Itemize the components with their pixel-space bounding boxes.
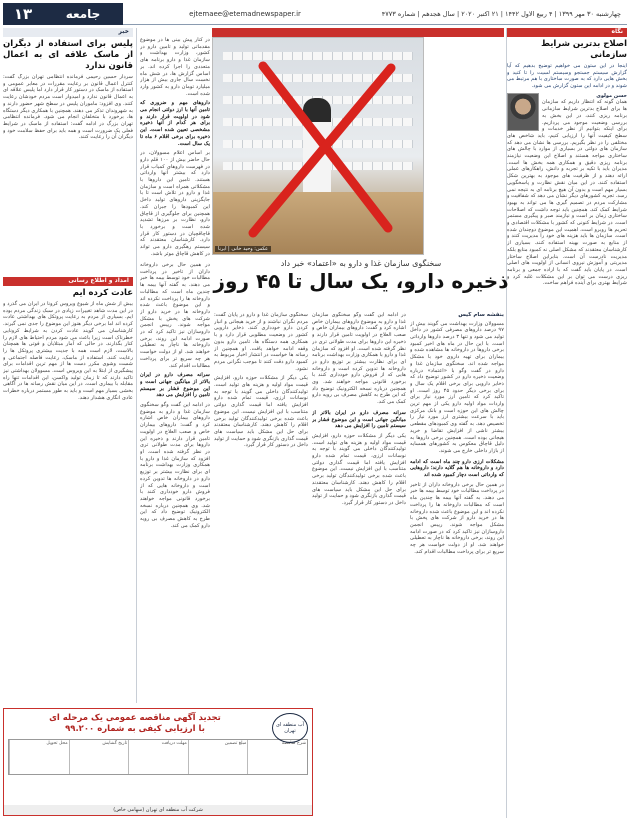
page-header	[3, 3, 627, 25]
story-column-1	[410, 312, 504, 817]
left-column-label: خبر	[3, 28, 133, 37]
right-column	[507, 28, 627, 818]
tender-advertisement[interactable]	[3, 708, 313, 816]
kicker: سخنگوی سازمان غذا و دارو به «اعتماد» خبر داد	[280, 259, 442, 268]
author-caption: حسن مولوی	[596, 92, 627, 99]
left-column-label-2: امداد و اطلاع رسانی	[3, 277, 133, 286]
ad-table-cell: مبلغ تضمین	[188, 740, 248, 774]
story-text-5: سخنگوی سازمان غذا و دارو در پایان گفت: مردم نگران نباشند و از خرید هیجانی و انبار کردن دارو خودداری کنند. ذخایر دارویی کشور در وضعیت مطلوبی قرار دارد و با همکاری همه دستگاه ها، تامین دارو بدون وقفه ادامه خواهد یافت. او همچنین از رسانه ها خواست در انتشار اخبار مربوط به کمبود دارو دقت کنند تا موجب نگرانی مردم نشود.	[214, 312, 308, 372]
left-column	[3, 28, 133, 704]
photo-side-text-2: بر اساس اعلام مسوولان، در حال حاضر بیش از ۱۰۰ قلم دارو در فهرست داروهای کمیاب قرار دارد که بیشتر آنها وارداتی هستند. تامین این داروها با مشکلاتی همراه است و سازمان غذا و دارو در تلاش است تا با جایگزینی داروهای تولید داخل این کمبودها را جبران کند. همچنین برای جلوگیری از قاچاق دارو، نظارت بر مرزها تشدید شده است و برخورد با قاچاقچیان در دستور کار قرار دارد. کارشناسان معتقدند که سیستم رهگیری دارو می تواند در کاهش قاچاق موثر باشد.	[140, 150, 210, 257]
story-text-3b: یکی دیگر از مشکلات حوزه دارو، افزایش قیمت مواد اولیه و هزینه های تولید است. تولیدکنندگان داخلی می گویند با توجه به نوسانات ارزی، قیمت تمام شده دارو افزایش یافته اما قیمت گذاری دولتی متناسب با این افزایش نیست. این موضوع باعث شده برخی تولیدکنندگان تولید برخی اقلام را کاهش دهند. کارشناسان معتقدند برای حل این مشکل باید سیاست های قیمت گذاری بازنگری شود و حمایت از تولید داخل در دستور کار قرار گیرد.	[214, 375, 308, 449]
left-column-body-2: بیش از شش ماه از شیوع ویروس کرونا در ایران می گذرد و در این مدت شاهد تغییرات زیادی در سبک زندگی مردم بوده ایم. بسیاری از مردم به رعایت پروتکل های بهداشتی عادت کرده اند اما برخی دیگر هنوز این موضوع را جدی نمی گیرند. کارشناسان می گویند عادت کردن به شرایط کرونایی خطرناک است زیرا باعث می شود مردم احتیاط های لازم را کنار بگذارند. در حالی که آمار مبتلایان و فوتی ها همچنان بالاست، لازم است همه با جدیت بیشتری پروتکل ها را رعایت کنند. استفاده از ماسک، رعایت فاصله اجتماعی و شست وشوی مکرر دست ها از مهم ترین اقدامات برای پیشگیری از ابتلا به این ویروس است. مسوولان بهداشتی نیز تاکید دارند که تا زمان تولید واکسن، این اقدامات تنها راه مقابله با بیماری است. در این میان نقش رسانه ها در آگاهی بخشی بسیار مهم است و باید به طور مستمر درباره خطرات عادی انگاری هشدار دهند.	[3, 301, 133, 401]
main-story-label	[212, 28, 504, 37]
photo-side-column	[140, 37, 210, 257]
ad-table-cell: مهلت دریافت	[128, 740, 188, 774]
column-divider	[136, 28, 137, 703]
main-photo	[212, 37, 424, 255]
left-column-body: سردار حسین رحیمی فرمانده انتظامی تهران بزرگ گفت: کنترل اعمال قانون بر رعایت مقررات در معابر عمومی و استفاده از ماسک در دستور کار قرار دارد اما پلیس علاقه ای به اعمال قانون ندارد و امیدوار است مردم خودشان رعایت کنند. وی افزود: ماموران پلیس در سطح شهر حضور دارند و به شهروندان تذکر می دهند. همچنین با همکاری دیگر دستگاه ها، برخورد با متخلفان انجام می شود. فرمانده انتظامی تهران بزرگ در ادامه گفت: استفاده از ماسک در شرایط فعلی یک ضرورت است و همه باید برای حفظ سلامت خود و دیگران آن را رعایت کنند.	[3, 74, 133, 141]
story-text-1: مسوولان وزارت بهداشت می گویند بیش از ۹۷ درصد داروهای مصرفی کشور در داخل تولید می شود و تنها ۳ درصد داروها وارداتی است. با این حال در ماه های اخیر کمبود برخی داروها در داروخانه ها مشاهده شده و بیماران برای تهیه داروی خود با مشکل مواجه شده اند. سخنگوی سازمان غذا و دارو در گفت وگو با «اعتماد» درباره وضعیت ذخیره دارو در کشور توضیح داد که ذخایر دارویی برای برخی اقلام یک سال و برای برخی دیگر حدود ۴۵ روز است. او تاکید کرد که تامین ارز مورد نیاز برای واردات مواد اولیه دارو یکی از مهم ترین چالش های این حوزه است و بانک مرکزی باید با سرعت بیشتری ارز مورد نیاز را تخصیص دهد. به گفته وی کمبودهای مقطعی بیشتر ناشی از افزایش تقاضا و خرید هیجانی بوده است. همچنین برخی داروها به دلیل قاچاق معکوس به کشورهای همسایه از بازار داخلی خارج می شوند.	[410, 320, 504, 454]
page-number: ۱۳	[3, 3, 43, 25]
story-subhead-1b: سرانه مصرف دارو در ایران بالاتر از میانگین جهانی است و این موضوع فشار بر سیستم تامین را افزایش می دهد	[140, 372, 210, 399]
author-portrait	[507, 93, 539, 131]
story-text-2: در ادامه این گفت وگو سخنگوی سازمان غذا و دارو به موضوع داروهای بیماران خاص اشاره کرد و گفت: داروهای بیماران خاص و صعب العلاج در اولویت تامین قرار دارند و ذخیره این داروها برای مدت طولانی تری در نظر گرفته شده است. او افزود که سازمان غذا و دارو با همکاری وزارت بهداشت برنامه ای برای نظارت بیشتر بر توزیع دارو در داروخانه ها تدوین کرده است و داروخانه هایی که از فروش دارو خودداری کنند با برخورد قانونی مواجه خواهند شد. وی همچنین درباره نسخه الکترونیک توضیح داد که این طرح به کاهش مصرف بی رویه دارو کمک می کند.	[312, 312, 406, 406]
red-cross-mark-icon	[213, 38, 424, 255]
story-column-3	[214, 312, 308, 702]
story-text-2b: در ادامه این گفت وگو سخنگوی سازمان غذا و دارو به موضوع داروهای بیماران خاص اشاره کرد و گفت: داروهای بیماران خاص و صعب العلاج در اولویت تامین قرار دارند و ذخیره این داروها برای مدت طولانی تری در نظر گرفته شده است. او افزود که سازمان غذا و دارو با همکاری وزارت بهداشت برنامه ای برای نظارت بیشتر بر توزیع دارو در داروخانه ها تدوین کرده است و داروخانه هایی که از فروش دارو خودداری کنند با برخورد قانونی مواجه خواهند شد. وی همچنین درباره نسخه الکترونیک توضیح داد که این طرح به کاهش مصرف بی رویه دارو کمک می کند.	[140, 402, 210, 529]
left-column-title[interactable]: پلیس برای استفاده از دیگران از ماسک علاقه ای به اعمال قانون ندارد	[3, 39, 133, 71]
story-text-3: یکی دیگر از مشکلات حوزه دارو، افزایش قیمت مواد اولیه و هزینه های تولید است. تولیدکنندگان داخلی می گویند با توجه به نوسانات ارزی، قیمت تمام شده دارو افزایش یافته اما قیمت گذاری دولتی متناسب با این افزایش نیست. این موضوع باعث شده برخی تولیدکنندگان تولید برخی اقلام را کاهش دهند. کارشناسان معتقدند برای حل این مشکل باید سیاست های قیمت گذاری بازنگری شود و حمایت از تولید داخل در دستور کار قرار گیرد.	[312, 432, 406, 506]
ad-footer: شرکت آب منطقه ای تهران (سهامی خاص)	[4, 805, 312, 815]
section-name: جامعه	[43, 3, 123, 25]
right-column-body: همان گونه که انتظار داریم که سازمان ها برای اصلاح بدترین شرایط سازمانی برنامه ریزی کنند، در این بخش به بررسی وضعیت موجود می پردازیم. برای اینکه بتوانیم از نظر خدمات و سطح کیفیت آنها را ارزیابی کنیم، باید شاخص های مختلفی را در نظر بگیریم. بررسی ها نشان می دهد که سازمان های دولتی در بسیاری از موارد با چالش های ساختاری مواجه هستند و اصلاح این وضعیت نیازمند برنامه ریزی دقیق و همکاری همه بخش ها است. مدیران باید با تکیه بر تجربه و دانش، راهکارهای عملی ارائه دهند و از ظرفیت های موجود به بهترین شکل استفاده کنند. در این میان نقش نظارت و پاسخگویی بسیار مهم است و بدون آن هیچ برنامه ای به نتیجه نمی رسد. تجربه کشورهای دیگر نشان می دهد که شفافیت و مشارکت مردم در تصمیم گیری ها می تواند به بهبود شرایط کمک کند. همچنین باید توجه داشت که اصلاحات ساختاری زمان بر است و نیازمند صبر و پیگیری مستمر است. در شرایط کنونی که کشور با مشکلات اقتصادی و تحریم ها روبرو است، اهمیت این موضوع دوچندان شده است. سازمان ها باید هزینه های خود را مدیریت کنند و از منابع به صورت بهینه استفاده کنند. بسیاری از کارشناسان معتقدند که مشکل اصلی نه کمبود منابع بلکه مدیریت نادرست آن است. بنابراین اصلاح ساختار مدیریتی و آموزش نیروی انسانی از اولویت های اصلی است. در پایان باید گفت که با اراده جمعی و برنامه ریزی درست می توان بر این مشکلات غلبه کرد و شرایط بهتری برای آینده فراهم ساخت.	[507, 99, 627, 287]
ad-table	[8, 739, 308, 775]
ad-logo-icon: آب منطقه ای تهران	[272, 713, 308, 743]
right-column-label: نگاه	[507, 28, 627, 37]
story-subhead-2: مشکلات ارزی دارو چند ماه است که ادامه دارد و داروخانه ها هم گلایه دارند؛ داروهایی که وارداتی است دچار کمبود شده اند	[410, 458, 504, 479]
right-column-intro: اینجا در این ستون می خواهیم توضیح بدهیم که آیا گزارش سیستم جستجو وسیستم لسیت را تا کنید و بخش هایی دارد که به صورت ساختاری با هم مرتبط می شوند و در ادامه این ستون گزارش می شود.	[507, 63, 627, 90]
left-column-title-2[interactable]: عادت کرده ایم	[72, 288, 133, 298]
photo-side-highlight: داروهای مهم و ضروری که تامین آنها با ارز دولتی انجام می شود در اولویت قرار دارند و برای هر کدام از آنها ذخیره مشخصی تعیین شده است. این ذخیره برای برخی اقلام ۶ ماه تا یک سال است.	[140, 100, 210, 147]
headline-block	[212, 258, 510, 293]
ad-table-cell: تاریخ گشایش	[69, 740, 129, 774]
story-text-4: در همین حال برخی داروخانه داران از تاخیر در پرداخت مطالبات خود توسط بیمه ها خبر می دهند. به گفته آنها بیمه ها چندین ماه است که مطالبات داروخانه ها را پرداخت نکرده اند و این موضوع باعث شده داروخانه ها در خرید دارو از شرکت های پخش با مشکل مواجه شوند. رییس انجمن داروسازان نیز تاکید کرد که در صورت ادامه این روند، برخی داروخانه ها ناچار به تعطیلی خواهند شد. او از دولت خواست هر چه سریع تر برای پرداخت مطالبات اقدام کند.	[410, 481, 504, 555]
story-column-4	[140, 262, 210, 702]
byline: بنفشه سام گیس	[458, 312, 504, 318]
ad-title-2: با ارزیابی کیفی به شماره ۹۹.۲۰۰	[65, 724, 205, 734]
section-email[interactable]: ejtemaee@etemadnewspaper.ir	[189, 9, 301, 18]
date-line: چهارشنبه ۳۰ مهر ۱۳۹۹ | ۴ ربیع الاول ۱۴۴۲ | ۲۱ اکتبر ۲۰۲۰ | سال هجدهم | شماره ۴۷۷۳	[381, 9, 621, 18]
story-subhead-1: سرانه مصرف دارو در ایران بالاتر از میانگین جهانی است و این موضوع فشار بر سیستم تامین را افزایش می دهد	[312, 409, 406, 430]
story-text-4b: در همین حال برخی داروخانه داران از تاخیر در پرداخت مطالبات خود توسط بیمه ها خبر می دهند. به گفته آنها بیمه ها چندین ماه است که مطالبات داروخانه ها را پرداخت نکرده اند و این موضوع باعث شده داروخانه ها در خرید دارو از شرکت های پخش با مشکل مواجه شوند. رییس انجمن داروسازان نیز تاکید کرد که در صورت ادامه این روند، برخی داروخانه ها ناچار به تعطیلی خواهند شد. او از دولت خواست هر چه سریع تر برای پرداخت مطالبات اقدام کند.	[140, 262, 210, 369]
ad-title-1: تجدید آگهی مناقصه عمومی یک مرحله ای	[49, 713, 221, 723]
column-divider	[506, 28, 507, 818]
photo-side-text: در کنار پیش بینی ها در موضوع مقدماتی تولید و تامین دارو در کشور، وزارت بهداشت و سازمان غذا و دارو برنامه های متعددی را اجرا کرده اند. بر اساس گزارش ها، در شش ماه نخست سال جاری بیش از هزار میلیارد تومان دارو به کشور وارد شده است.	[140, 37, 210, 97]
ad-table-cell: محل تحویل	[9, 740, 69, 774]
photo-credit: عکس: وحید خانی | ایرنا	[215, 246, 271, 252]
ad-header	[4, 709, 312, 737]
right-column-title: اصلاح بدترین شرایط سازمانی	[541, 39, 627, 60]
ad-table-cell: شرح مناقصه	[247, 740, 307, 774]
headline[interactable]: ذخیره دارو، یک سال تا ۴۵ روز	[213, 269, 509, 293]
story-column-2	[312, 312, 406, 817]
